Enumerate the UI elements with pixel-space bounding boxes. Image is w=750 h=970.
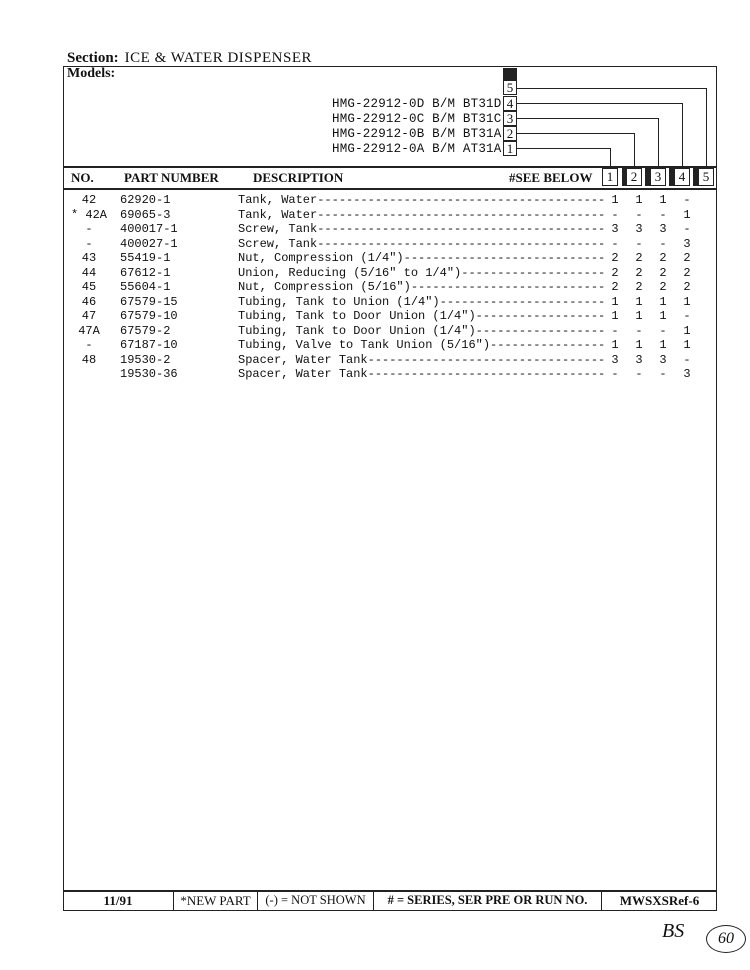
cell-qty-series-4: - xyxy=(683,193,691,207)
cell-qty-series-3: - xyxy=(659,323,667,338)
cell-part-number: 19530-36 xyxy=(120,367,178,381)
cell-description: Screw, Tank---------------------------------------- xyxy=(238,222,606,236)
cell-item-no: 47A xyxy=(78,323,100,338)
cell-qty-series-3: - xyxy=(659,236,667,251)
cell-part-number: 55419-1 xyxy=(120,251,171,265)
cell-part-number: 400017-1 xyxy=(120,222,178,236)
col-header-series-1: 1 xyxy=(602,168,618,186)
connector-line xyxy=(634,133,635,168)
cell-qty-series-2: 1 xyxy=(635,309,643,323)
cell-part-number: 67612-1 xyxy=(120,265,171,280)
cell-qty-series-4: 1 xyxy=(683,207,691,222)
cell-qty-series-1: - xyxy=(611,367,619,381)
cell-item-no: 48 xyxy=(81,352,97,367)
cell-description: Union, Reducing (5/16" to 1/4")-------------------- xyxy=(238,265,606,280)
cell-qty-series-2: 1 xyxy=(635,193,643,207)
cell-description: Tubing, Tank to Door Union (1/4")------------------ xyxy=(238,309,606,323)
cell-qty-series-4: 1 xyxy=(683,294,691,309)
col-header-see-below: #SEE BELOW xyxy=(509,170,593,185)
model-line: HMG-22912-0D B/M BT31D xyxy=(332,97,502,111)
col-header-no: NO. xyxy=(71,170,94,185)
models-label: Models: xyxy=(67,66,116,81)
cell-item-no: 42 xyxy=(81,193,97,207)
footer-series-note: # = SERIES, SER PRE OR RUN NO. xyxy=(373,890,601,911)
cell-qty-series-1: 3 xyxy=(611,222,619,236)
cell-qty-series-2: - xyxy=(635,207,643,222)
footer-not-shown: (-) = NOT SHOWN xyxy=(257,890,373,911)
cell-qty-series-4: 1 xyxy=(683,338,691,352)
cell-description: Nut, Compression (5/16")--------------------------- xyxy=(238,280,606,294)
cell-qty-series-4: 2 xyxy=(683,280,691,294)
cell-part-number: 67187-10 xyxy=(120,338,178,352)
cell-qty-series-3: 3 xyxy=(659,352,667,367)
cell-part-number: 69065-3 xyxy=(120,207,171,222)
cell-qty-series-4: - xyxy=(683,309,691,323)
cell-qty-series-2: 1 xyxy=(635,294,643,309)
cell-qty-series-2: - xyxy=(635,236,643,251)
cell-qty-series-1: 2 xyxy=(611,265,619,280)
cell-description: Spacer, Water Tank--------------------------------- xyxy=(238,367,606,381)
model-line: HMG-22912-0B B/M BT31A xyxy=(332,127,502,141)
cell-qty-series-2: 2 xyxy=(635,251,643,265)
cell-qty-series-4: 3 xyxy=(683,236,691,251)
cell-qty-series-2: - xyxy=(635,323,643,338)
model-line: HMG-22912-0A B/M AT31A xyxy=(332,142,502,156)
cell-qty-series-2: - xyxy=(635,367,643,381)
handwritten-circled-number: 60 xyxy=(706,925,746,953)
cell-description: Tubing, Tank to Union (1/4")----------------------- xyxy=(238,294,606,309)
cell-item-no: 44 xyxy=(81,265,97,280)
footer-ref: MWSXSRef-6 xyxy=(601,890,717,911)
model-line: HMG-22912-0C B/M BT31C xyxy=(332,112,502,126)
cell-qty-series-3: 2 xyxy=(659,280,667,294)
col-header-series-5: 5 xyxy=(698,168,714,186)
connector-line xyxy=(658,118,659,168)
cell-qty-series-3: 1 xyxy=(659,338,667,352)
series-box-2: 2 xyxy=(503,126,517,141)
header-rule xyxy=(63,166,717,168)
col-header-description: DESCRIPTION xyxy=(253,170,344,185)
cell-qty-series-2: 2 xyxy=(635,265,643,280)
cell-qty-series-4: - xyxy=(683,352,691,367)
connector-line xyxy=(517,103,683,104)
connector-line xyxy=(682,103,683,168)
cell-item-no: 46 xyxy=(81,294,97,309)
col-header-series-4: 4 xyxy=(674,168,690,186)
cell-part-number: 19530-2 xyxy=(120,352,171,367)
connector-line xyxy=(610,148,611,168)
col-header-part-number: PART NUMBER xyxy=(124,170,219,185)
cell-item-no: 43 xyxy=(81,251,97,265)
footer-new-part: *NEW PART xyxy=(173,890,257,911)
cell-description: Tubing, Tank to Door Union (1/4")------------------ xyxy=(238,323,606,338)
cell-qty-series-3: 1 xyxy=(659,309,667,323)
connector-line xyxy=(706,88,707,168)
connector-line xyxy=(517,88,707,89)
cell-item-no: * 42A xyxy=(70,207,107,222)
col-header-series-3: 3 xyxy=(650,168,666,186)
cell-item-no: 45 xyxy=(81,280,97,294)
cell-qty-series-2: 3 xyxy=(635,352,643,367)
cell-qty-series-1: 1 xyxy=(611,294,619,309)
section-value: ICE & WATER DISPENSER xyxy=(124,50,312,66)
cell-qty-series-3: - xyxy=(659,207,667,222)
cell-qty-series-3: - xyxy=(659,367,667,381)
section-title xyxy=(67,50,312,67)
cell-description: Tank, Water---------------------------------------- xyxy=(238,193,606,207)
cell-qty-series-3: 2 xyxy=(659,251,667,265)
connector-line xyxy=(517,148,611,149)
cell-part-number: 55604-1 xyxy=(120,280,171,294)
cell-qty-series-4: 1 xyxy=(683,323,691,338)
cell-qty-series-4: 2 xyxy=(683,251,691,265)
cell-item-no: - xyxy=(85,338,93,352)
cell-item-no: 47 xyxy=(81,309,97,323)
footer-date: 11/91 xyxy=(103,893,133,908)
cell-item-no: - xyxy=(85,236,93,251)
cell-qty-series-3: 1 xyxy=(659,193,667,207)
cell-qty-series-1: 1 xyxy=(611,193,619,207)
series-box-4: 4 xyxy=(503,96,517,111)
cell-qty-series-2: 1 xyxy=(635,338,643,352)
cell-qty-series-4: - xyxy=(683,222,691,236)
series-box-3: 3 xyxy=(503,111,517,126)
connector-line xyxy=(517,133,635,134)
cell-qty-series-1: 1 xyxy=(611,309,619,323)
cell-qty-series-4: 3 xyxy=(683,367,691,381)
series-box-top-marker xyxy=(503,68,517,80)
header-rule xyxy=(63,188,717,190)
cell-part-number: 62920-1 xyxy=(120,193,171,207)
cell-part-number: 67579-10 xyxy=(120,309,178,323)
cell-part-number: 400027-1 xyxy=(120,236,178,251)
cell-qty-series-1: - xyxy=(611,323,619,338)
cell-part-number: 67579-15 xyxy=(120,294,178,309)
cell-qty-series-3: 2 xyxy=(659,265,667,280)
cell-qty-series-1: 2 xyxy=(611,251,619,265)
cell-qty-series-2: 3 xyxy=(635,222,643,236)
cell-qty-series-1: 1 xyxy=(611,338,619,352)
section-label: Section: xyxy=(67,50,119,66)
cell-qty-series-1: - xyxy=(611,207,619,222)
connector-line xyxy=(517,118,659,119)
col-header-series-2: 2 xyxy=(626,168,642,186)
cell-item-no: - xyxy=(85,222,93,236)
cell-qty-series-4: 2 xyxy=(683,265,691,280)
series-box-5: 5 xyxy=(503,80,517,95)
cell-description: Tubing, Valve to Tank Union (5/16")---------------- xyxy=(238,338,606,352)
cell-description: Tank, Water---------------------------------------- xyxy=(238,207,606,222)
handwritten-initials: BS xyxy=(662,920,685,942)
series-box-1: 1 xyxy=(503,141,517,156)
cell-qty-series-3: 3 xyxy=(659,222,667,236)
cell-qty-series-1: - xyxy=(611,236,619,251)
cell-description: Nut, Compression (1/4")---------------------------- xyxy=(238,251,606,265)
cell-qty-series-1: 3 xyxy=(611,352,619,367)
cell-description: Screw, Tank---------------------------------------- xyxy=(238,236,606,251)
cell-qty-series-1: 2 xyxy=(611,280,619,294)
cell-description: Spacer, Water Tank--------------------------------- xyxy=(238,352,606,367)
cell-qty-series-2: 2 xyxy=(635,280,643,294)
cell-qty-series-3: 1 xyxy=(659,294,667,309)
cell-part-number: 67579-2 xyxy=(120,323,171,338)
